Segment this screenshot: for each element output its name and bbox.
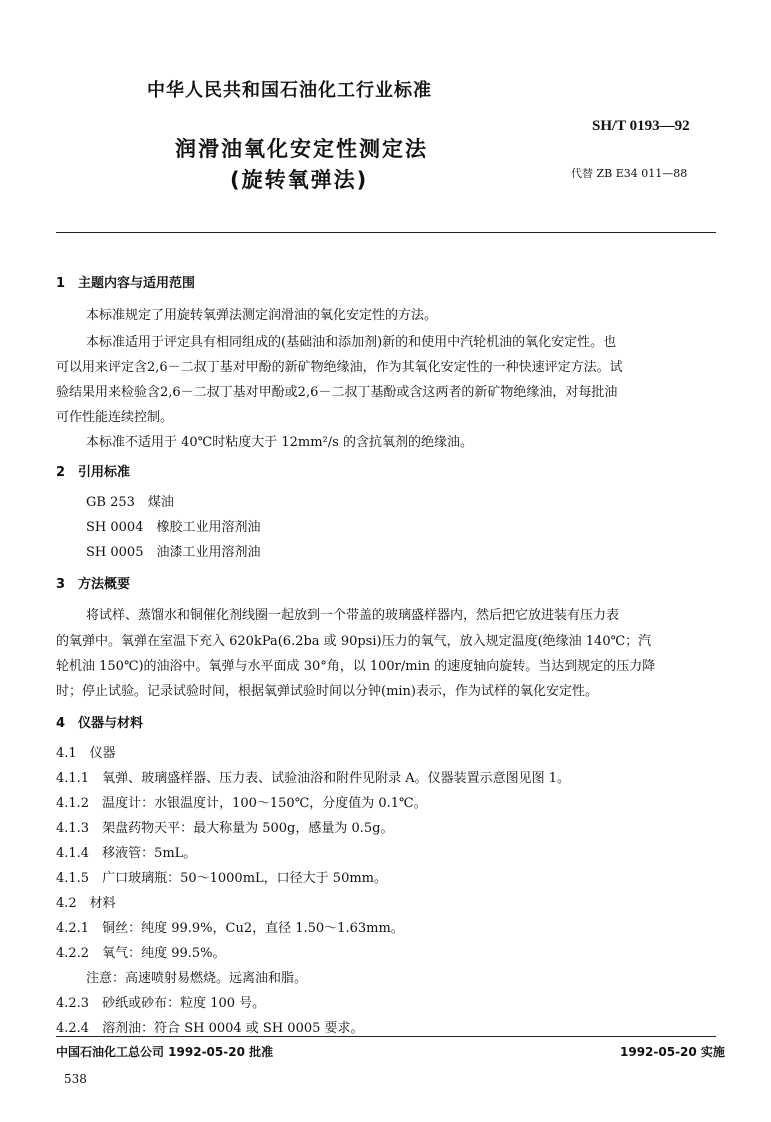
clause-4-1-1: 4.1.1 氧弹、玻璃盛样器、压力表、试验油浴和附件见附录 A。仪器装置示意图见图 1。: [56, 771, 571, 786]
section-2-heading: 2 引用标准: [56, 465, 131, 480]
header-divider: [56, 232, 716, 233]
section-1-paragraph-3: 本标准不适用于 40℃时粘度大于 12mm²/s 的含抗氧剂的绝缘油。: [86, 435, 473, 450]
issued-by: 中国石油化工总公司 1992-05-20 批准: [56, 1045, 274, 1059]
section-3-line-2: 的氧弹中。氧弹在室温下充入 620kPa(6.2ba 或 90psi)压力的氧气，放入规定温度(绝缘油 140℃；汽: [56, 634, 652, 649]
clause-4-1-5: 4.1.5 广口玻璃瓶：50～1000mL，口径大于 50mm。: [56, 871, 387, 886]
document-subtitle: (旋转氧弹法): [230, 168, 369, 192]
section-1-paragraph-1: 本标准规定了用旋转氧弹法测定润滑油的氧化安定性的方法。: [86, 308, 438, 323]
warning-note: 注意：高速喷射易燃烧。远离油和脂。: [86, 971, 308, 986]
reference-item: SH 0004 橡胶工业用溶剂油: [86, 520, 261, 535]
section-3-heading: 3 方法概要: [56, 577, 131, 592]
clause-4-2-1: 4.2.1 铜丝：纯度 99.9%，Cu2，直径 1.50～1.63mm。: [56, 921, 404, 936]
clause-4-1: 4.1 仪器: [56, 746, 116, 761]
effective-date: 1992-05-20 实施: [620, 1045, 725, 1059]
clause-4-2-3: 4.2.3 砂纸或砂布：粒度 100 号。: [56, 996, 266, 1011]
section-1-paragraph-2-line-4: 可作性能连续控制。: [56, 410, 174, 425]
section-1-heading: 1 主题内容与适用范围: [56, 276, 196, 291]
standard-number: SH/T 0193—92: [592, 118, 690, 134]
section-1-paragraph-2-line-2: 可以用来评定含2,6－二叔丁基对甲酚的新矿物绝缘油，作为其氧化安定性的一种快速评定方法。试: [56, 360, 623, 375]
section-1-paragraph-2-line-1: 本标准适用于评定具有相同组成的(基础油和添加剂)新的和使用中汽轮机油的氧化安定性。也: [86, 335, 617, 350]
footer-divider: [56, 1036, 716, 1037]
reference-item: GB 253 煤油: [86, 495, 174, 510]
clause-4-2-4: 4.2.4 溶剂油：符合 SH 0004 或 SH 0005 要求。: [56, 1021, 364, 1036]
section-3-line-4: 时；停止试验。记录试验时间，根据氧弹试验时间以分钟(min)表示，作为试样的氧化安定性。: [56, 684, 599, 699]
section-3-line-1: 将试样、蒸馏水和铜催化剂线圈一起放到一个带盖的玻璃盛样器内，然后把它放进装有压力表: [86, 608, 620, 623]
clause-4-2: 4.2 材料: [56, 896, 116, 911]
replaces-standard: 代替 ZB E34 011—88: [571, 167, 688, 180]
clause-4-1-3: 4.1.3 架盘药物天平：最大称量为 500g，感量为 0.5g。: [56, 821, 394, 836]
page-number: 538: [64, 1072, 87, 1086]
clause-4-1-2: 4.1.2 温度计：水银温度计，100～150℃，分度值为 0.1℃。: [56, 796, 427, 811]
section-1-paragraph-2-line-3: 验结果用来检验含2,6－二叔丁基对甲酚或2,6－二叔丁基酚或含这两者的新矿物绝缘油，对每批油: [56, 385, 618, 400]
section-4-heading: 4 仪器与材料: [56, 716, 144, 731]
clause-4-1-4: 4.1.4 移液管：5mL。: [56, 846, 197, 861]
reference-item: SH 0005 油漆工业用溶剂油: [86, 545, 261, 560]
section-3-line-3: 轮机油 150℃)的油浴中。氧弹与水平面成 30°角，以 100r/min 的速度轴向旋转。当达到规定的压力降: [56, 659, 656, 674]
clause-4-2-2: 4.2.2 氧气：纯度 99.5%。: [56, 946, 226, 961]
industry-standard-header: 中华人民共和国石油化工行业标准: [147, 80, 432, 101]
document-title: 润滑油氧化安定性测定法: [175, 137, 428, 161]
